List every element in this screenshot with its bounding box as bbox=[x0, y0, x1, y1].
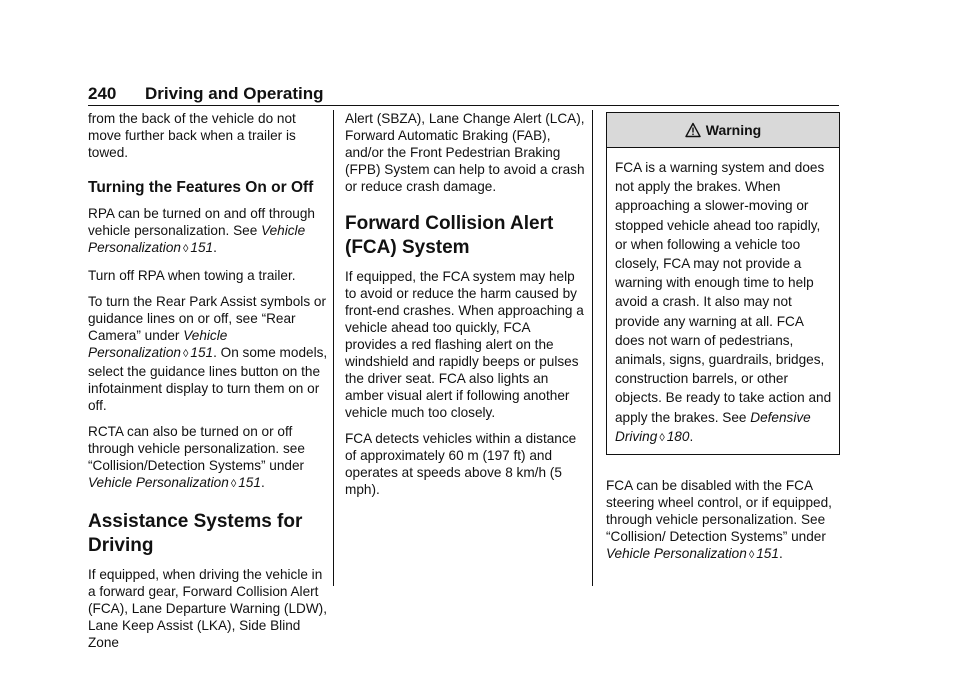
xref-icon: ◊ bbox=[748, 549, 755, 562]
heading-fca-system: Forward Collision Alert (FCA) System bbox=[345, 213, 554, 258]
warning-title: Warning bbox=[705, 121, 762, 138]
warning-triangle-icon bbox=[685, 122, 701, 138]
paragraph: RPA can be turned on and off through vehicle personalization. See Vehicle Personalization ◊ 151. bbox=[88, 206, 315, 255]
xref-icon: ◊ bbox=[182, 348, 189, 360]
page-ref[interactable]: 151 bbox=[190, 345, 214, 360]
xref-link-vehicle-personalization[interactable]: Vehicle Personalization bbox=[606, 546, 747, 562]
paragraph: FCA detects vehicles within a distance of approximately 60 m (197 ft) and operates at speeds above 8 km/h (5 mph). bbox=[345, 431, 577, 497]
page-ref[interactable]: 151 bbox=[756, 546, 779, 562]
xref-link-vehicle-personalization[interactable]: Vehicle Personalization bbox=[88, 475, 229, 490]
xref-icon: ◊ bbox=[659, 431, 665, 444]
heading-turning-features: Turning the Features On or Off bbox=[88, 179, 314, 196]
page-number: 240 bbox=[88, 84, 117, 103]
page-ref[interactable]: 180 bbox=[666, 428, 690, 444]
heading-assistance-systems: Assistance Systems for Driving bbox=[88, 511, 303, 556]
paragraph: To turn the Rear Park Assist symbols or guidance lines on or off, see “Rear Camera” under Vehicle Personalization ◊ 151. On some models, select the guidance lines button on the infotainment display to turn them on or off. bbox=[88, 294, 328, 413]
column-3 bbox=[606, 110, 840, 573]
paragraph: RCTA can also be turned on or off through vehicle personalization. see “Collision/Detection Systems” under Vehicle Personalization ◊ 151. bbox=[88, 424, 305, 490]
warning-header bbox=[607, 113, 839, 148]
xref-icon: ◊ bbox=[230, 478, 237, 490]
xref-icon: ◊ bbox=[182, 243, 189, 255]
column-1 bbox=[88, 110, 328, 660]
xref-link-vehicle-personalization[interactable]: Vehicle Personalization bbox=[88, 223, 306, 255]
page-ref[interactable]: 151 bbox=[238, 475, 261, 490]
column-divider-2 bbox=[592, 110, 593, 586]
paragraph: Turn off RPA when towing a trailer. bbox=[88, 268, 296, 283]
header-rule bbox=[88, 105, 839, 106]
paragraph: If equipped, when driving the vehicle in a forward gear, Forward Collision Alert (FCA), Lane Departure Warning (LDW), Lane Keep Assist (LKA), Side Blind Zone bbox=[88, 567, 327, 650]
xref-link-defensive-driving[interactable]: Defensive Driving bbox=[615, 409, 811, 444]
paragraph: FCA can be disabled with the FCA steering wheel control, or if equipped, through vehicle personalization. See “Collision/ Detection Systems” under Vehicle Personalization ◊ 151. bbox=[606, 478, 832, 562]
page-header bbox=[88, 84, 839, 104]
page-ref[interactable]: 151 bbox=[190, 240, 214, 255]
paragraph: from the back of the vehicle do not move further back when a trailer is towed. bbox=[88, 111, 296, 160]
section-title: Driving and Operating bbox=[145, 84, 324, 103]
column-2 bbox=[345, 110, 585, 507]
column-divider-1 bbox=[333, 110, 334, 586]
paragraph: If equipped, the FCA system may help to avoid or reduce the harm caused by front-end crashes. When approaching a vehicle ahead too quickly, FCA provides a red flashing alert on the windshield and rapidly beeps or pulses the driver seat. FCA also lights an amber visual alert if following another vehicle much too closely. bbox=[345, 269, 584, 420]
warning-body: FCA is a warning system and does not apply the brakes. When approaching a slower-moving or stopped vehicle ahead too rapidly, or when following a vehicle too closely, FCA may not provide a warning with enough time to help avoid a crash. It also may not provide any warning at all. FCA does not warn of pedestrians, animals, signs, guardrails, bridges, construction barrels, or other objects. Be ready to take action and apply the brakes. See Defensive Driving ◊ 180. bbox=[615, 160, 832, 444]
paragraph: Alert (SBZA), Lane Change Alert (LCA), Forward Automatic Braking (FAB), and/or the Front Pedestrian Braking (FPB) System can help to avoid a crash or reduce crash damage. bbox=[345, 111, 585, 194]
xref-link-vehicle-personalization[interactable]: Vehicle Personalization bbox=[88, 328, 228, 360]
warning-box bbox=[606, 112, 840, 455]
